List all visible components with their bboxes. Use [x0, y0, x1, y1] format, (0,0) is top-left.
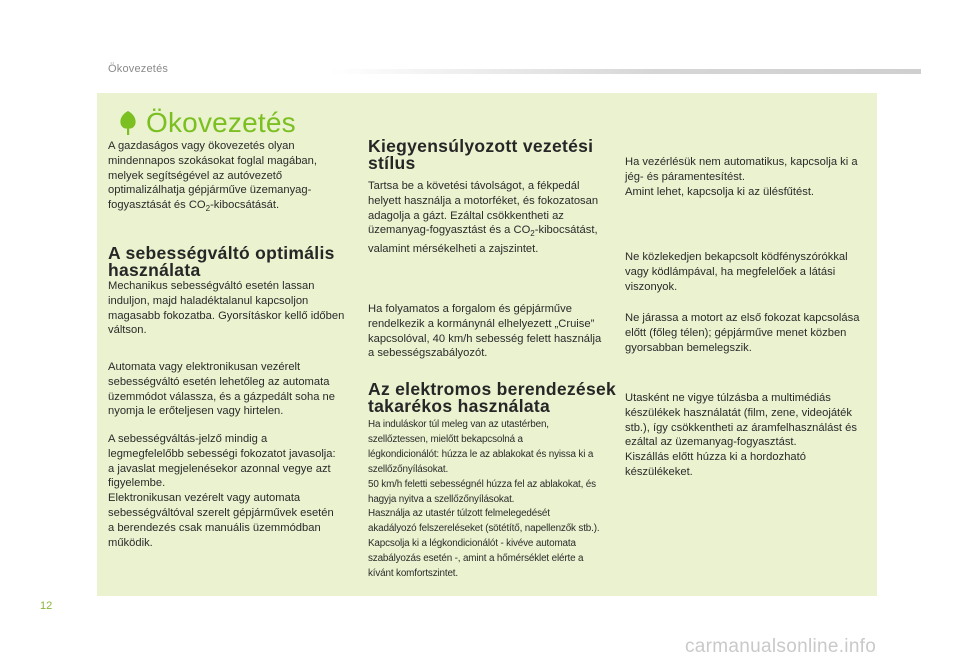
text-line: magasabb fokozatba. Gyorsításkor kellő időben: [108, 309, 345, 322]
paragraph-air-conditioning: [368, 418, 628, 582]
text-line: legmegfelelőbb sebességi fokozatot javasolja:: [108, 447, 336, 460]
heading-balanced-driving: [368, 138, 618, 172]
text-line: sebességváltóval szerelt gépjárművek esetén: [108, 506, 334, 519]
paragraph-multimedia: [625, 391, 873, 480]
intro-line: mindennapos szokásokat foglal magában,: [108, 154, 317, 167]
text-line: adagolja a gázt. Ezáltal csökkentheti az: [368, 209, 564, 222]
text-line: készülékek használatát (film, zene, videojáték: [625, 406, 852, 419]
text-line: helyett használja a motorféket, és fokozatosan: [368, 194, 599, 207]
text-line: Ne járassa a motort az első fokozat kapcsolása: [625, 312, 860, 324]
text-line: viszonyok.: [625, 280, 678, 293]
text-line: Ha folyamatos a forgalom és gépjárműve: [368, 303, 572, 315]
subscript: 2: [530, 229, 535, 239]
paragraph-following-distance: [368, 179, 620, 257]
paragraph-defrost: [625, 155, 873, 199]
text-line: szabályozás esetén -, amint a hőmérséklet elérte a: [368, 553, 584, 565]
paragraph-fog-lights: [625, 250, 873, 294]
text-line: hagyja nyitva a szellőzőnyílásokat.: [368, 493, 515, 505]
text-line: kapcsolóval, 40 km/h sebesség felett használja: [368, 332, 602, 345]
heading-electrical-equipment: [368, 381, 628, 415]
heading-line: Az elektromos berendezések: [368, 379, 617, 399]
paragraph-gear-indicator: [108, 432, 358, 550]
intro-line: melyek segítségével az autóvezető: [108, 169, 283, 182]
text-line: Ha vezérlésük nem automatikus, kapcsolja ki a: [625, 156, 858, 168]
heading-line: Kiegyensúlyozott vezetési: [368, 136, 594, 156]
intro-line: [108, 198, 353, 217]
text-line: nyomja le erőteljesen vagy hirtelen.: [108, 405, 284, 418]
text-line: Kapcsolja ki a légkondicionálót - kivéve automata: [368, 538, 576, 550]
heading-line: használata: [108, 260, 201, 280]
text-line: vagy ködlámpával, ha megfelelőek a látási: [625, 265, 836, 278]
subscript: 2: [205, 204, 211, 214]
page-title: Ökovezetés: [146, 107, 296, 138]
heading-line: stílus: [368, 153, 416, 173]
intro-line: optimalizálhatja gépjárműve üzemanyag-: [108, 184, 312, 197]
header-rule: [330, 69, 921, 74]
text-line: készülékeket.: [625, 465, 693, 478]
heading-line: A sebességváltó optimális: [108, 243, 335, 263]
text-line: váltson.: [108, 324, 147, 337]
title-row: [118, 106, 296, 140]
text-line: szellőztessen, mielőtt bekapcsolná a: [368, 433, 523, 445]
text-line: működik.: [108, 536, 153, 549]
text-line: a javaslat megjelenésekor azonnal vegye azt: [108, 462, 331, 475]
column-1-intro: [108, 139, 353, 217]
paragraph-engine-idle: [625, 311, 873, 355]
text-line: Automata vagy elektronikusan vezérelt: [108, 361, 301, 373]
paragraph-automatic-gearbox: [108, 360, 358, 419]
text-line: [368, 223, 620, 242]
text-line: induljon, majd haladéktalanul kapcsoljon: [108, 294, 309, 307]
text-line: szellőzőnyílásokat.: [368, 463, 449, 475]
text-line: Amint lehet, kapcsolja ki az ülésfűtést.: [625, 185, 815, 198]
text-line: Utasként ne vigye túlzásba a multimédiás: [625, 392, 831, 404]
text-line: stb.), így csökkentheti az áramfelhasználást és: [625, 421, 857, 434]
text-line: a berendezés csak manuális üzemmódban: [108, 521, 321, 534]
page-number: 12: [40, 600, 53, 612]
text-part: -kibocsátását.: [210, 199, 280, 212]
intro-line: A gazdaságos vagy ökovezetés olyan: [108, 140, 295, 152]
text-part: fogyasztását és CO: [108, 199, 206, 212]
heading-line: takarékos használata: [368, 396, 551, 416]
text-line: Tartsa be a követési távolságot, a fékpedál: [368, 180, 580, 192]
text-line: Használja az utastér túlzott felmelegedését: [368, 508, 550, 520]
heading-gearbox: [108, 245, 358, 279]
text-line: üzemmódot válassza, és a gázpedált soha ne: [108, 390, 335, 403]
text-line: jég- és páramentesítést.: [625, 170, 746, 183]
text-line: akadályozó felszereléseket (sötétítő, napellenzők stb.).: [368, 523, 600, 535]
text-line: Mechanikus sebességváltó esetén lassan: [108, 280, 315, 292]
section-label: Ökovezetés: [108, 63, 169, 75]
text-line: rendelkezik a kormánynál elhelyezett „Cruise”: [368, 317, 595, 330]
text-line: gyorsabban bemelegszik.: [625, 341, 752, 354]
paragraph-cruise-control: [368, 302, 620, 361]
text-line: kívánt komfortszintet.: [368, 568, 458, 580]
text-line: Kiszállás előtt húzza ki a hordozható: [625, 451, 806, 464]
text-line: a sebességszabályozót.: [368, 347, 488, 360]
text-line: Ha induláskor túl meleg van az utastérben,: [368, 419, 549, 430]
paragraph-manual-gearbox: [108, 279, 358, 338]
text-line: előtt (főleg télen); gépjárműve menet közben: [625, 326, 847, 339]
text-line: valamint mérsékelheti a zajszintet.: [368, 243, 539, 256]
eco-leaf-icon: [118, 110, 138, 136]
text-line: légkondicionálót: húzza le az ablakokat és nyissa ki a: [368, 448, 594, 460]
text-line: Elektronikusan vezérelt vagy automata: [108, 492, 301, 505]
text-part: -kibocsátást,: [534, 224, 598, 237]
text-line: sebességváltó esetén lehetőleg az automata: [108, 375, 330, 388]
text-line: A sebességváltás-jelző mindig a: [108, 433, 268, 445]
text-line: figyelembe.: [108, 477, 166, 490]
text-line: ezáltal az üzemanyag-fogyasztást.: [625, 436, 797, 449]
text-line: 50 km/h feletti sebességnél húzza fel az ablakokat, és: [368, 478, 596, 490]
watermark: carmanualsonline.info: [685, 636, 877, 657]
text-part: üzemanyag-fogyasztást és a CO: [368, 224, 531, 237]
text-line: Ne közlekedjen bekapcsolt ködfényszórókkal: [625, 251, 848, 263]
